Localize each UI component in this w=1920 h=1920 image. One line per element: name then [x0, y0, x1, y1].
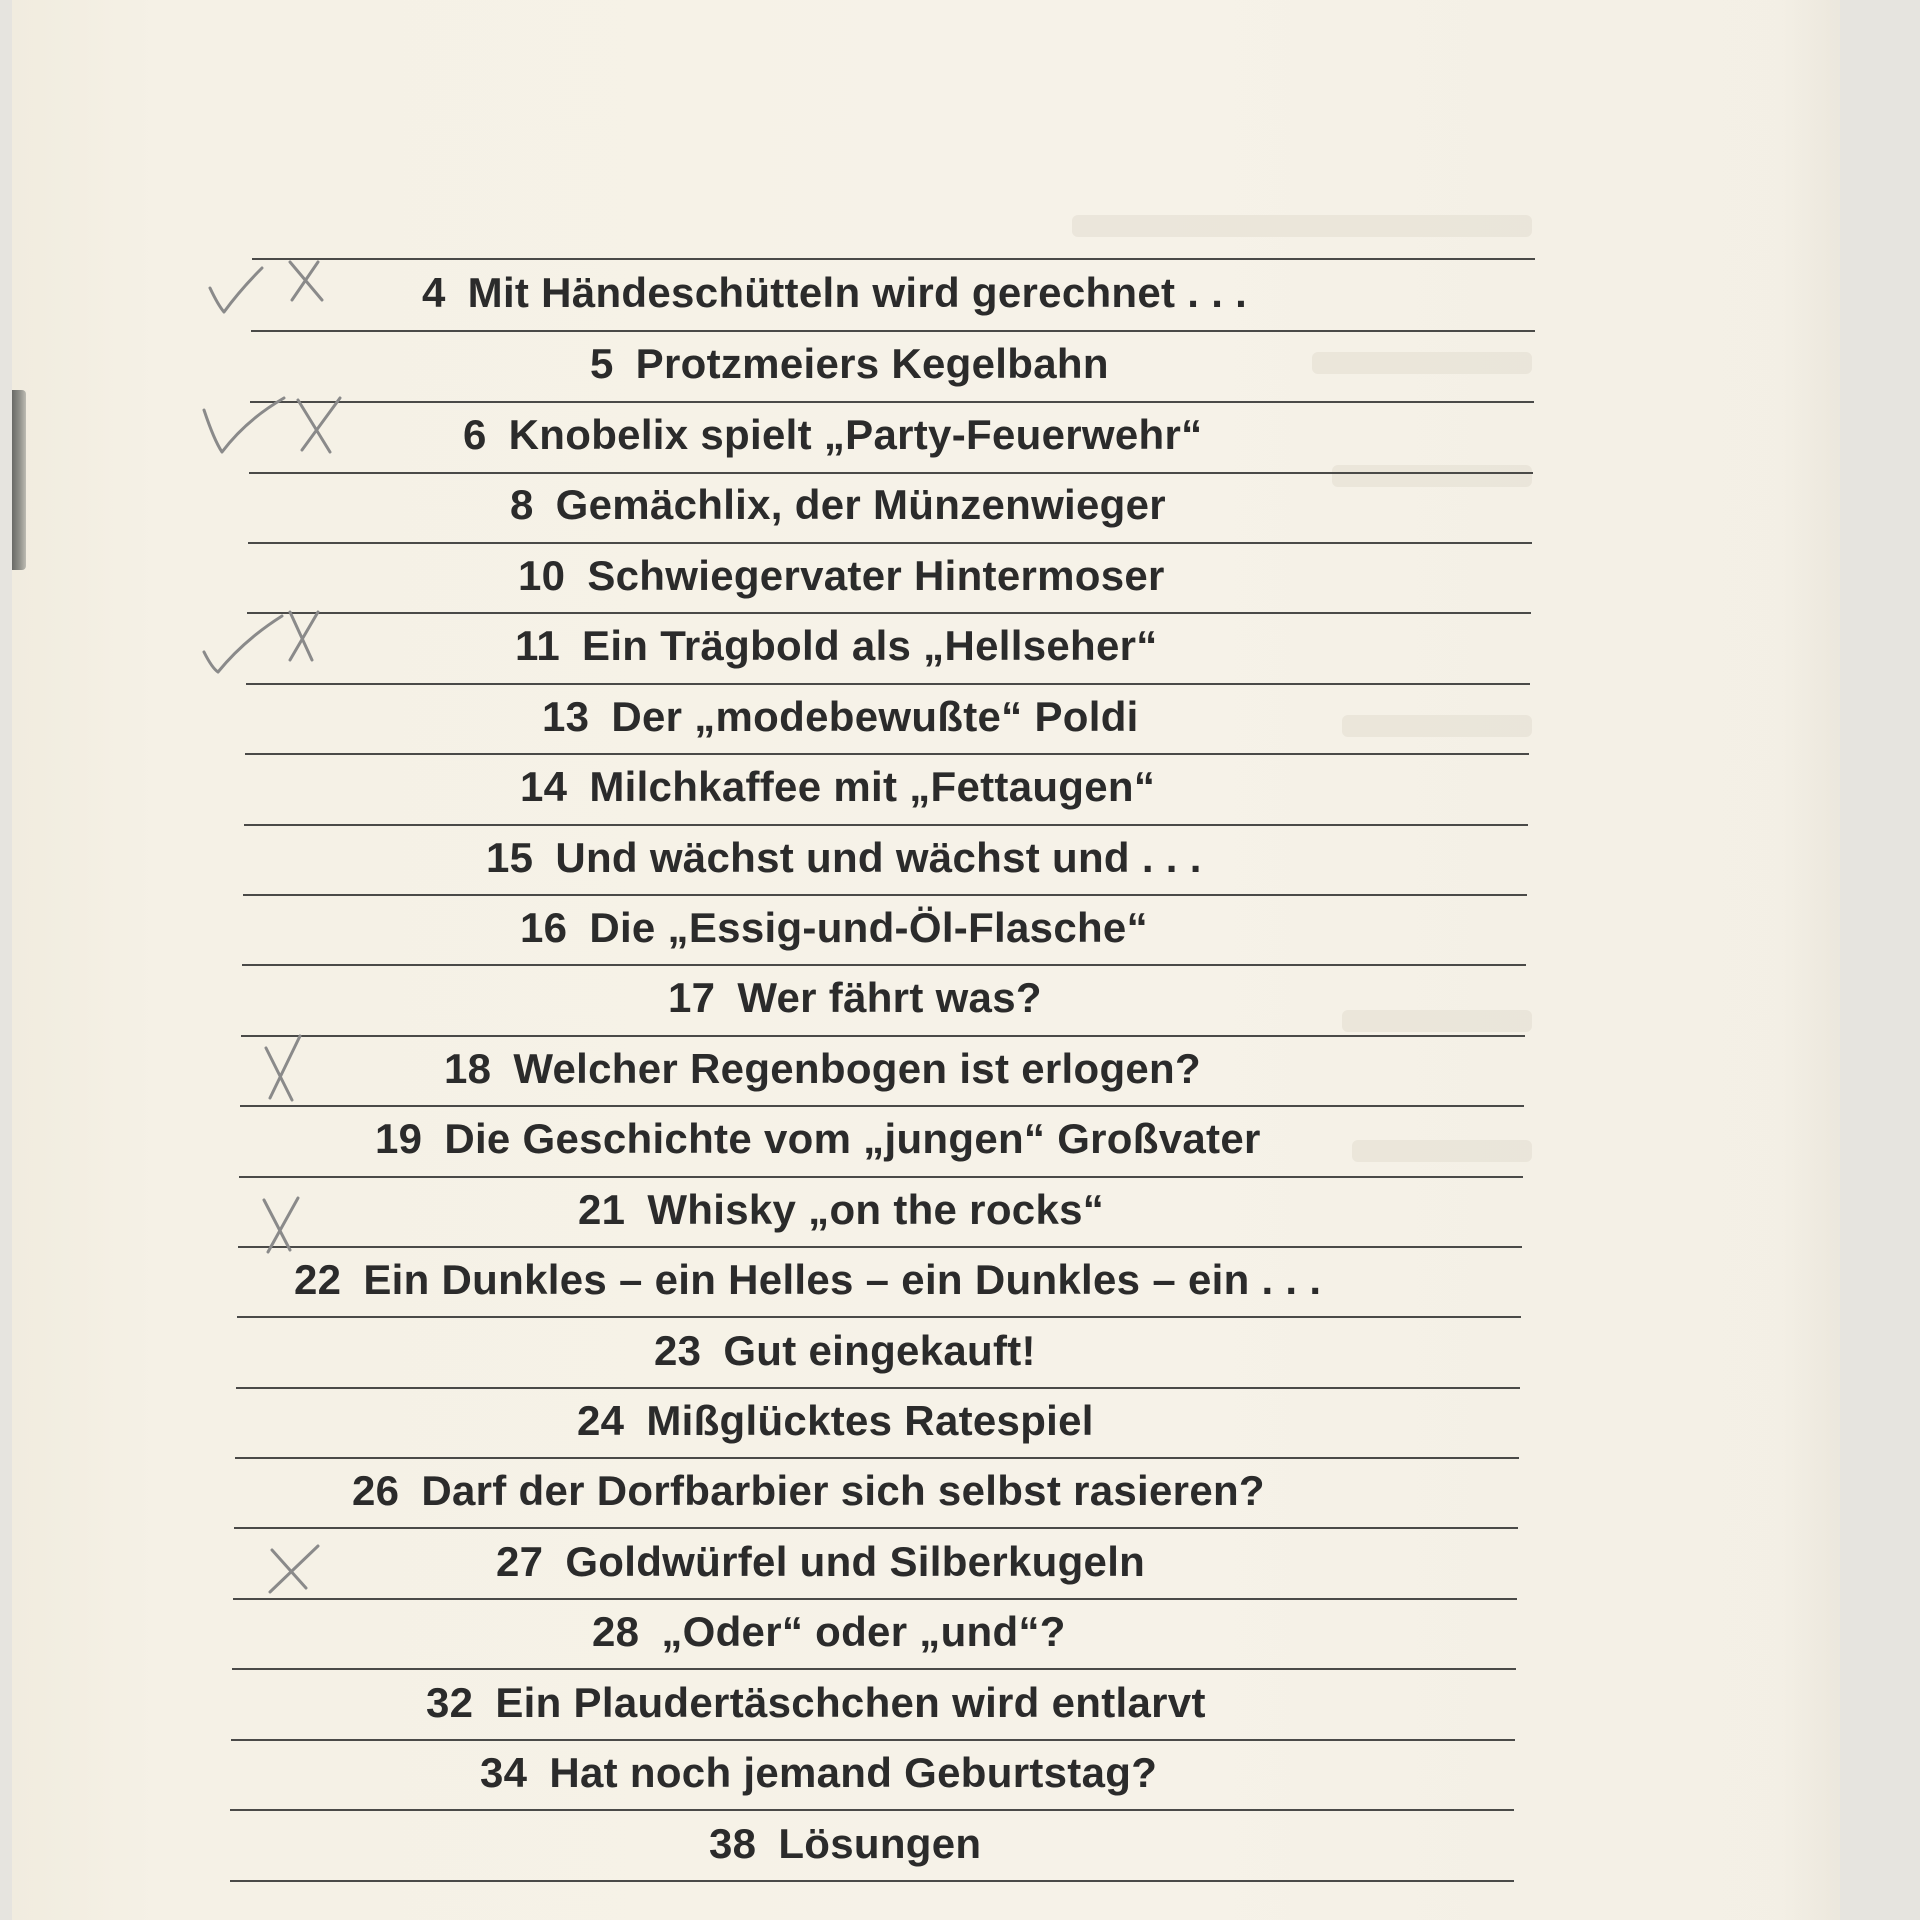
- toc-page-number: 8: [510, 481, 534, 528]
- page-binding-edge: [12, 390, 26, 570]
- toc-entry: [510, 481, 1166, 528]
- toc-page-number: 14: [520, 763, 568, 810]
- toc-rule: [247, 612, 1531, 614]
- toc-entry: [496, 1538, 1146, 1585]
- toc-rule: [249, 472, 1533, 474]
- toc-page-number: 34: [480, 1749, 528, 1796]
- toc-page-number: 38: [709, 1820, 757, 1867]
- toc-rule: [246, 683, 1530, 685]
- toc-title: Mit Händeschütteln wird gerechnet . . .: [467, 269, 1248, 316]
- toc-title: Schwiegervater Hintermoser: [587, 552, 1165, 599]
- toc-entry: [352, 1467, 1265, 1514]
- toc-title: Darf der Dorfbarbier sich selbst rasieren?: [421, 1467, 1265, 1514]
- toc-title: Die „Essig-und-Öl-Flasche“: [589, 904, 1148, 951]
- toc-rule: [233, 1598, 1517, 1600]
- toc-title: Der „modebewußte“ Poldi: [611, 693, 1139, 740]
- toc-rule: [230, 1809, 1514, 1811]
- toc-title: Ein Trägbold als „Hellseher“: [582, 622, 1158, 669]
- toc-title: Lösungen: [778, 1820, 982, 1867]
- show-through-text-line: [1332, 465, 1532, 487]
- toc-title: Ein Plaudertäschchen wird entlarvt: [495, 1679, 1206, 1726]
- toc-rule: [238, 1246, 1522, 1248]
- toc-page-number: 24: [577, 1397, 625, 1444]
- toc-entry: [668, 974, 1042, 1021]
- toc-rule: [231, 1739, 1515, 1741]
- toc-entry: [520, 763, 1156, 810]
- toc-title: „Oder“ oder „und“?: [661, 1608, 1066, 1655]
- toc-title: Mißglücktes Ratespiel: [646, 1397, 1094, 1444]
- toc-entry: [294, 1256, 1322, 1303]
- toc-page-number: 10: [518, 552, 566, 599]
- toc-entry: [463, 411, 1203, 458]
- book-page: [12, 0, 1840, 1920]
- toc-entry: [520, 904, 1148, 951]
- toc-page-number: 11: [515, 622, 560, 669]
- toc-entry: [654, 1327, 1036, 1374]
- toc-entry: [486, 834, 1202, 881]
- toc-rule: [244, 824, 1528, 826]
- toc-page-number: 23: [654, 1327, 702, 1374]
- toc-entry: [515, 622, 1158, 669]
- toc-rule: [252, 258, 1535, 260]
- toc-entry: [709, 1820, 982, 1867]
- toc-page-number: 19: [375, 1115, 423, 1162]
- toc-rule: [237, 1316, 1521, 1318]
- toc-entry: [426, 1679, 1206, 1726]
- toc-title: Protzmeiers Kegelbahn: [635, 340, 1109, 387]
- toc-title: Und wächst und wächst und . . .: [555, 834, 1202, 881]
- toc-rule: [230, 1880, 1514, 1882]
- toc-rule: [232, 1668, 1516, 1670]
- toc-rule: [242, 964, 1526, 966]
- toc-rule: [236, 1387, 1520, 1389]
- toc-page-number: 17: [668, 974, 716, 1021]
- toc-title: Wer fährt was?: [737, 974, 1042, 1021]
- toc-title: Goldwürfel und Silberkugeln: [565, 1538, 1146, 1585]
- show-through-text-line: [1312, 352, 1532, 374]
- toc-rule: [239, 1176, 1523, 1178]
- toc-rule: [243, 894, 1527, 896]
- toc-rule: [240, 1105, 1524, 1107]
- toc-page-number: 16: [520, 904, 568, 951]
- toc-title: Die Geschichte vom „jungen“ Großvater: [444, 1115, 1261, 1162]
- toc-title: Hat noch jemand Geburtstag?: [549, 1749, 1158, 1796]
- toc-entry: [577, 1397, 1094, 1444]
- toc-rule: [234, 1527, 1518, 1529]
- toc-page-number: 22: [294, 1256, 342, 1303]
- toc-page-number: 28: [592, 1608, 640, 1655]
- toc-entry: [542, 693, 1139, 740]
- toc-page-number: 15: [486, 834, 534, 881]
- toc-entry: [422, 269, 1248, 316]
- toc-page-number: 13: [542, 693, 590, 740]
- show-through-text-line: [1342, 715, 1532, 737]
- toc-page-number: 32: [426, 1679, 474, 1726]
- toc-entry: [480, 1749, 1158, 1796]
- toc-rule: [241, 1035, 1525, 1037]
- toc-entry: [375, 1115, 1261, 1162]
- toc-page-number: 26: [352, 1467, 400, 1514]
- toc-entry: [590, 340, 1109, 387]
- toc-title: Gut eingekauft!: [723, 1327, 1036, 1374]
- toc-rule: [251, 330, 1535, 332]
- show-through-text-line: [1352, 1140, 1532, 1162]
- toc-entry: [518, 552, 1165, 599]
- toc-page-number: 5: [590, 340, 614, 387]
- toc-title: Whisky „on the rocks“: [647, 1186, 1105, 1233]
- toc-page-number: 21: [578, 1186, 626, 1233]
- toc-entry: [578, 1186, 1105, 1233]
- toc-rule: [250, 401, 1534, 403]
- page-edge-shadow: [1780, 0, 1840, 1920]
- toc-title: Gemächlix, der Münzenwieger: [555, 481, 1166, 528]
- show-through-text-line: [1072, 215, 1532, 237]
- toc-rule: [248, 542, 1532, 544]
- toc-page-number: 27: [496, 1538, 544, 1585]
- toc-title: Ein Dunkles – ein Helles – ein Dunkles – ein . . .: [363, 1256, 1322, 1303]
- toc-page-number: 18: [444, 1045, 492, 1092]
- toc-entry: [592, 1608, 1066, 1655]
- toc-rule: [245, 753, 1529, 755]
- toc-title: Welcher Regenbogen ist erlogen?: [513, 1045, 1201, 1092]
- toc-title: Milchkaffee mit „Fettaugen“: [589, 763, 1156, 810]
- toc-rule: [235, 1457, 1519, 1459]
- show-through-text-line: [1342, 1010, 1532, 1032]
- toc-page-number: 6: [463, 411, 487, 458]
- toc-title: Knobelix spielt „Party-Feuerwehr“: [508, 411, 1203, 458]
- toc-entry: [444, 1045, 1201, 1092]
- toc-page-number: 4: [422, 269, 446, 316]
